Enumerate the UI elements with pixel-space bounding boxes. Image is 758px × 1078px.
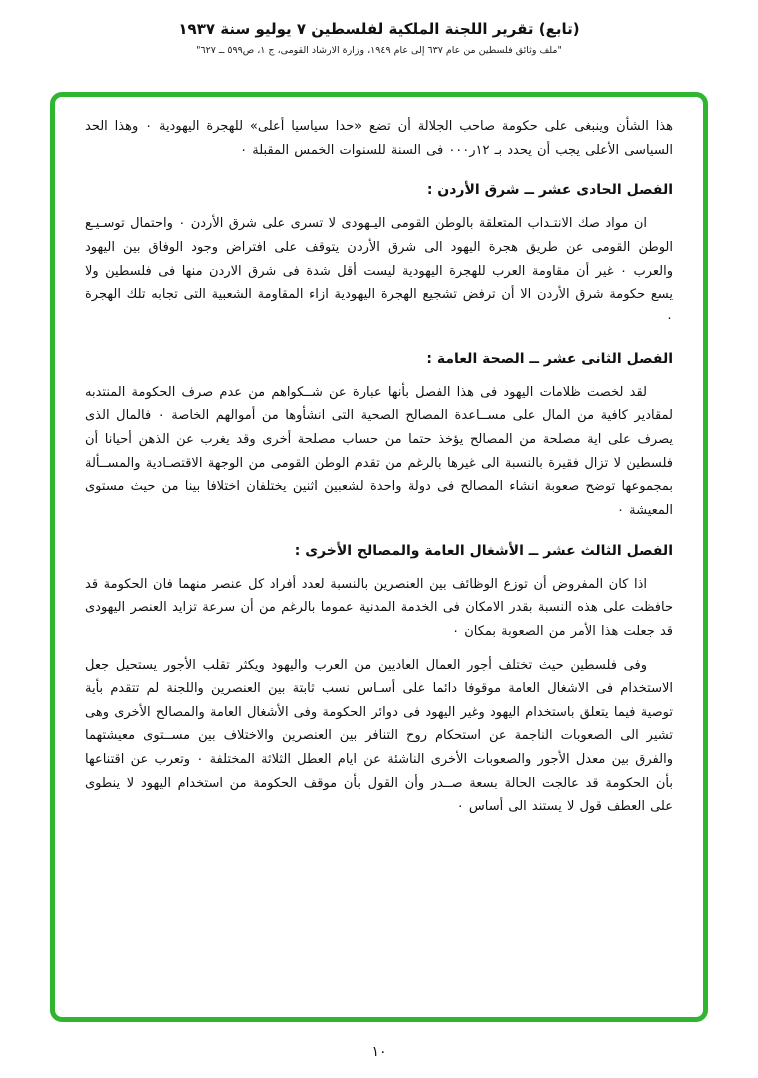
document-title: (تابع) تقرير اللجنة الملكية لفلسطين ٧ يوليو سنة ١٩٣٧: [178, 20, 580, 38]
document-source-citation: "ملف وثائق فلسطين من عام ٦٣٧ إلى عام ١٩٤٩، وزارة الارشاد القومى، ج ١، ص٥٩٩ ــ ٦٢٧": [196, 45, 562, 56]
section-heading-chapter-11-transjordan: الفصل الحادى عشر ــ شرق الأردن :: [426, 182, 673, 199]
document-header: [0, 0, 758, 56]
paragraph-public-works-1: اذا كان المفروض أن توزع الوظائف بين العنصرين بالنسبة لعدد أفراد كل عنصر منهما فان الحكومة قد حافظت على هذه النسبة بقدر الامكان فى الخدمة المدنية عموما بالرغم من أن سرعة تزايد العنصر اليهودى قد جعلت هذا الأمر من الصعوبة بمكان ٠: [85, 576, 673, 639]
content-frame: [50, 92, 708, 1022]
section-heading-chapter-13-public-works: الفصل الثالث عشر ــ الأشغال العامة والمصالح الأخرى :: [294, 542, 673, 559]
paragraph-transjordan: ان مواد صك الانتـداب المتعلقة بالوطن القومى اليـهودى لا تسرى على شرق الأردن ٠ واحتمال توسـيـع الوطن القومى عن طريق هجرة اليهود الى شرق الأردن يتوقف على افتراض وجود الوفاق بين اليهود والعرب ٠ غير أن مقاومة العرب للهجرة اليهودية ليست أقل شدة فى شرق الاردن منها فى فلسطين ولا يسع حكومة شرق الأردن الا أن ترفض تشجيع الهجرة اليهودية ازاء المقاومة الشعبية التى تجابه تلك الهجرة ٠: [85, 216, 673, 326]
section-heading-chapter-12-public-health: الفصل الثانى عشر ــ الصحة العامة :: [426, 350, 673, 367]
page-number: ١٠: [371, 1044, 387, 1060]
paragraph-public-health: لقد لخصت ظلامات اليهود فى هذا الفصل بأنها عبارة عن شــكواهم من عدم صرف الحكومة المنتدبه لمقادير كافية من المال على مســاعدة المصالح الصحية التى انشأوها من أموالهم الخاصة ٠ فالمال الذى يصرف على اية مصلحة من المصالح يؤخذ حتما من حساب مصلحة أخرى وقد يغرب عن الذهن أحيانا أن فلسطين لا تزال فقيرة بالنسبة الى غيرها بالرغم من تقدم الوطن القومى من الوجهة الاقتصـادية والمســألة بمجموعها توضح صعوبة انشاء المصالح فى دولة واحدة لشعبين اثنين يختلفان اختلافا بينا من حيث مستوى المعيشة ٠: [85, 384, 673, 518]
paragraph-immigration-limit: هذا الشأن وينبغى على حكومة صاحب الجلالة أن تضع «حدا سياسيا أعلى» للهجرة اليهودية ٠ وهذا الحد السياسى الأعلى يجب أن يحدد بـ ١٢ر٠٠٠ فى السنة للسنوات الخمس المقبلة ٠: [85, 119, 673, 158]
paragraph-public-works-2: وفى فلسطين حيث تختلف أجور العمال العاديين من العرب واليهود ويكثر تقلب الأجور يستحيل جعل الاستخدام فى الاشغال العامة موقوفا دائما على أسـاس نسب ثابتة بين العنصرين واللجنة لم تتقدم بأية توصية فيما يتعلق باستخدام اليهود وغير اليهود فى دوائر الحكومة وفى الأشغال العامة والمصالح الأخرى وهى تشير الى الصعوبات الناجمة عن استحكام روح التنافر بين العنصرين والاختلاف بين مســتوى معيشتهما والفرق بين معدل الأجور والصعوبات الأخرى الناشئة عن ايام العطل الثلاثة المختلفة ٠ وتعرب عن اقتناعها بأن الحكومة قد عالجت الحالة بسعة صــدر وأن القول بأن موقف الحكومة من استخدام اليهود لا ينطوى على العطف قول لا يستند الى أساس ٠: [85, 657, 673, 815]
